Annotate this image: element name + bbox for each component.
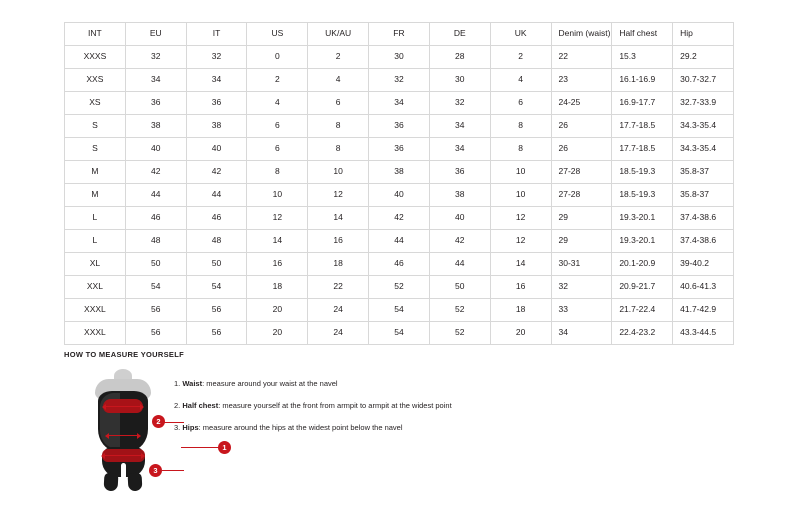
cell-int: M: [65, 161, 126, 184]
cell-int: XL: [65, 253, 126, 276]
cell-eu: 34: [125, 69, 186, 92]
cell-hip: 35.8-37: [673, 161, 734, 184]
cell-it: 56: [186, 322, 247, 345]
hips-measure-arrow-icon: [105, 455, 141, 456]
column-header-fr: FR: [369, 23, 430, 46]
measure-note-half-chest: [174, 401, 734, 410]
cell-half-chest: 22.4-23.2: [612, 322, 673, 345]
cell-uk: 4: [490, 69, 551, 92]
column-header-ukau: UK/AU: [308, 23, 369, 46]
marker-3-leader-line: [162, 470, 184, 471]
cell-int: XXXS: [65, 46, 126, 69]
cell-ukau: 12: [308, 184, 369, 207]
measure-note-waist: [174, 379, 734, 388]
cell-us: 2: [247, 69, 308, 92]
cell-int: XXXL: [65, 322, 126, 345]
cell-denim-waist: 33: [551, 299, 612, 322]
cell-fr: 46: [369, 253, 430, 276]
cell-ukau: 8: [308, 138, 369, 161]
cell-uk: 6: [490, 92, 551, 115]
cell-de: 50: [429, 276, 490, 299]
cell-denim-waist: 27-28: [551, 184, 612, 207]
table-row: [65, 138, 734, 161]
measure-note-3-number: 3.: [174, 423, 181, 432]
cell-uk: 14: [490, 253, 551, 276]
cell-uk: 18: [490, 299, 551, 322]
table-row: [65, 299, 734, 322]
measure-note-1-term: Waist: [182, 379, 203, 388]
cell-eu: 40: [125, 138, 186, 161]
table-header-row: [65, 23, 734, 46]
table-row: [65, 115, 734, 138]
cell-it: 50: [186, 253, 247, 276]
cell-hip: 40.6-41.3: [673, 276, 734, 299]
cell-half-chest: 16.1-16.9: [612, 69, 673, 92]
cell-it: 46: [186, 207, 247, 230]
cell-us: 18: [247, 276, 308, 299]
cell-half-chest: 20.1-20.9: [612, 253, 673, 276]
cell-us: 12: [247, 207, 308, 230]
cell-de: 52: [429, 322, 490, 345]
cell-us: 4: [247, 92, 308, 115]
cell-half-chest: 18.5-19.3: [612, 184, 673, 207]
cell-int: XXXL: [65, 299, 126, 322]
cell-it: 42: [186, 161, 247, 184]
column-header-uk: UK: [490, 23, 551, 46]
column-header-denim-waist: Denim (waist): [551, 23, 612, 46]
marker-2-badge: 2: [152, 415, 165, 428]
size-chart: [64, 22, 734, 345]
cell-hip: 37.4-38.6: [673, 207, 734, 230]
cell-uk: 12: [490, 230, 551, 253]
cell-hip: 32.7-33.9: [673, 92, 734, 115]
cell-ukau: 24: [308, 322, 369, 345]
cell-uk: 10: [490, 161, 551, 184]
cell-fr: 54: [369, 322, 430, 345]
cell-hip: 43.3-44.5: [673, 322, 734, 345]
cell-eu: 50: [125, 253, 186, 276]
mannequin-leg-gap: [121, 463, 126, 479]
cell-it: 56: [186, 299, 247, 322]
cell-half-chest: 15.3: [612, 46, 673, 69]
cell-it: 44: [186, 184, 247, 207]
cell-denim-waist: 27-28: [551, 161, 612, 184]
cell-us: 10: [247, 184, 308, 207]
cell-hip: 41.7-42.9: [673, 299, 734, 322]
cell-fr: 38: [369, 161, 430, 184]
cell-ukau: 22: [308, 276, 369, 299]
table-row: [65, 92, 734, 115]
cell-it: 48: [186, 230, 247, 253]
cell-half-chest: 17.7-18.5: [612, 115, 673, 138]
cell-us: 14: [247, 230, 308, 253]
mannequin-left-leg: [104, 473, 119, 492]
cell-half-chest: 19.3-20.1: [612, 207, 673, 230]
cell-int: L: [65, 207, 126, 230]
marker-1-badge: 1: [218, 441, 231, 454]
measure-note-2-number: 2.: [174, 401, 181, 410]
cell-half-chest: 20.9-21.7: [612, 276, 673, 299]
measure-note-3-term: Hips: [182, 423, 199, 432]
mannequin-figure-icon: [86, 369, 160, 494]
cell-de: 34: [429, 115, 490, 138]
cell-ukau: 14: [308, 207, 369, 230]
table-row: [65, 184, 734, 207]
cell-ukau: 6: [308, 92, 369, 115]
cell-int: XXL: [65, 276, 126, 299]
measure-note-3-text: : measure around the hips at the widest point below the navel: [198, 423, 403, 432]
cell-int: M: [65, 184, 126, 207]
cell-eu: 44: [125, 184, 186, 207]
how-to-measure-section: [64, 350, 734, 497]
half-chest-measure-arrow-icon: [106, 406, 140, 407]
cell-denim-waist: 29: [551, 207, 612, 230]
cell-eu: 32: [125, 46, 186, 69]
cell-hip: 30.7-32.7: [673, 69, 734, 92]
measure-instructions: [174, 367, 734, 445]
cell-de: 36: [429, 161, 490, 184]
cell-it: 38: [186, 115, 247, 138]
cell-half-chest: 21.7-22.4: [612, 299, 673, 322]
cell-uk: 16: [490, 276, 551, 299]
cell-de: 38: [429, 184, 490, 207]
column-header-de: DE: [429, 23, 490, 46]
cell-eu: 56: [125, 322, 186, 345]
waist-measure-arrow-icon: [109, 435, 137, 436]
cell-denim-waist: 32: [551, 276, 612, 299]
cell-uk: 12: [490, 207, 551, 230]
cell-fr: 54: [369, 299, 430, 322]
cell-int: XXS: [65, 69, 126, 92]
column-header-half-chest: Half chest: [612, 23, 673, 46]
cell-fr: 34: [369, 92, 430, 115]
cell-denim-waist: 30-31: [551, 253, 612, 276]
column-header-int: INT: [65, 23, 126, 46]
cell-us: 6: [247, 138, 308, 161]
measure-note-1-number: 1.: [174, 379, 181, 388]
table-row: [65, 276, 734, 299]
cell-it: 54: [186, 276, 247, 299]
cell-it: 36: [186, 92, 247, 115]
cell-ukau: 2: [308, 46, 369, 69]
cell-half-chest: 16.9-17.7: [612, 92, 673, 115]
cell-denim-waist: 29: [551, 230, 612, 253]
cell-ukau: 24: [308, 299, 369, 322]
cell-fr: 52: [369, 276, 430, 299]
cell-ukau: 10: [308, 161, 369, 184]
cell-it: 32: [186, 46, 247, 69]
cell-de: 32: [429, 92, 490, 115]
cell-half-chest: 19.3-20.1: [612, 230, 673, 253]
how-to-measure-body: [64, 367, 734, 497]
cell-fr: 42: [369, 207, 430, 230]
table-row: [65, 207, 734, 230]
table-row: [65, 230, 734, 253]
cell-uk: 8: [490, 138, 551, 161]
cell-denim-waist: 34: [551, 322, 612, 345]
cell-eu: 48: [125, 230, 186, 253]
cell-fr: 30: [369, 46, 430, 69]
cell-half-chest: 17.7-18.5: [612, 138, 673, 161]
cell-hip: 29.2: [673, 46, 734, 69]
cell-fr: 40: [369, 184, 430, 207]
cell-int: L: [65, 230, 126, 253]
cell-fr: 44: [369, 230, 430, 253]
cell-de: 42: [429, 230, 490, 253]
cell-hip: 37.4-38.6: [673, 230, 734, 253]
column-header-eu: EU: [125, 23, 186, 46]
cell-us: 20: [247, 322, 308, 345]
cell-us: 8: [247, 161, 308, 184]
cell-hip: 35.8-37: [673, 184, 734, 207]
table-row: [65, 161, 734, 184]
table-row: [65, 322, 734, 345]
cell-de: 40: [429, 207, 490, 230]
cell-de: 30: [429, 69, 490, 92]
cell-us: 20: [247, 299, 308, 322]
cell-eu: 56: [125, 299, 186, 322]
cell-uk: 20: [490, 322, 551, 345]
column-header-us: US: [247, 23, 308, 46]
cell-de: 34: [429, 138, 490, 161]
cell-hip: 34.3-35.4: [673, 138, 734, 161]
cell-hip: 34.3-35.4: [673, 115, 734, 138]
marker-2-leader-line: [164, 422, 184, 423]
measure-note-2-term: Half chest: [182, 401, 219, 410]
cell-uk: 10: [490, 184, 551, 207]
cell-uk: 2: [490, 46, 551, 69]
cell-hip: 39-40.2: [673, 253, 734, 276]
measure-note-2-text: : measure yourself at the front from armpit to armpit at the widest point: [218, 401, 452, 410]
cell-denim-waist: 24-25: [551, 92, 612, 115]
cell-int: XS: [65, 92, 126, 115]
cell-de: 44: [429, 253, 490, 276]
mannequin-right-leg: [128, 473, 143, 492]
cell-denim-waist: 22: [551, 46, 612, 69]
cell-eu: 54: [125, 276, 186, 299]
cell-de: 28: [429, 46, 490, 69]
size-table: [64, 22, 734, 345]
cell-us: 6: [247, 115, 308, 138]
cell-ukau: 4: [308, 69, 369, 92]
how-to-measure-title: HOW TO MEASURE YOURSELF: [64, 350, 184, 359]
cell-de: 52: [429, 299, 490, 322]
cell-int: S: [65, 115, 126, 138]
cell-fr: 36: [369, 115, 430, 138]
cell-half-chest: 18.5-19.3: [612, 161, 673, 184]
cell-ukau: 18: [308, 253, 369, 276]
cell-it: 40: [186, 138, 247, 161]
cell-eu: 36: [125, 92, 186, 115]
cell-ukau: 16: [308, 230, 369, 253]
cell-us: 0: [247, 46, 308, 69]
marker-1-leader-line: [181, 447, 219, 448]
cell-int: S: [65, 138, 126, 161]
cell-eu: 42: [125, 161, 186, 184]
table-row: [65, 69, 734, 92]
cell-eu: 38: [125, 115, 186, 138]
cell-fr: 32: [369, 69, 430, 92]
cell-denim-waist: 23: [551, 69, 612, 92]
cell-fr: 36: [369, 138, 430, 161]
cell-denim-waist: 26: [551, 138, 612, 161]
column-header-hip: Hip: [673, 23, 734, 46]
measure-note-1-text: : measure around your waist at the navel: [202, 379, 338, 388]
cell-us: 16: [247, 253, 308, 276]
cell-eu: 46: [125, 207, 186, 230]
marker-3-badge: 3: [149, 464, 162, 477]
cell-ukau: 8: [308, 115, 369, 138]
measure-note-hips: [174, 423, 734, 432]
cell-it: 34: [186, 69, 247, 92]
cell-uk: 8: [490, 115, 551, 138]
column-header-it: IT: [186, 23, 247, 46]
cell-denim-waist: 26: [551, 115, 612, 138]
table-row: [65, 253, 734, 276]
table-row: [65, 46, 734, 69]
